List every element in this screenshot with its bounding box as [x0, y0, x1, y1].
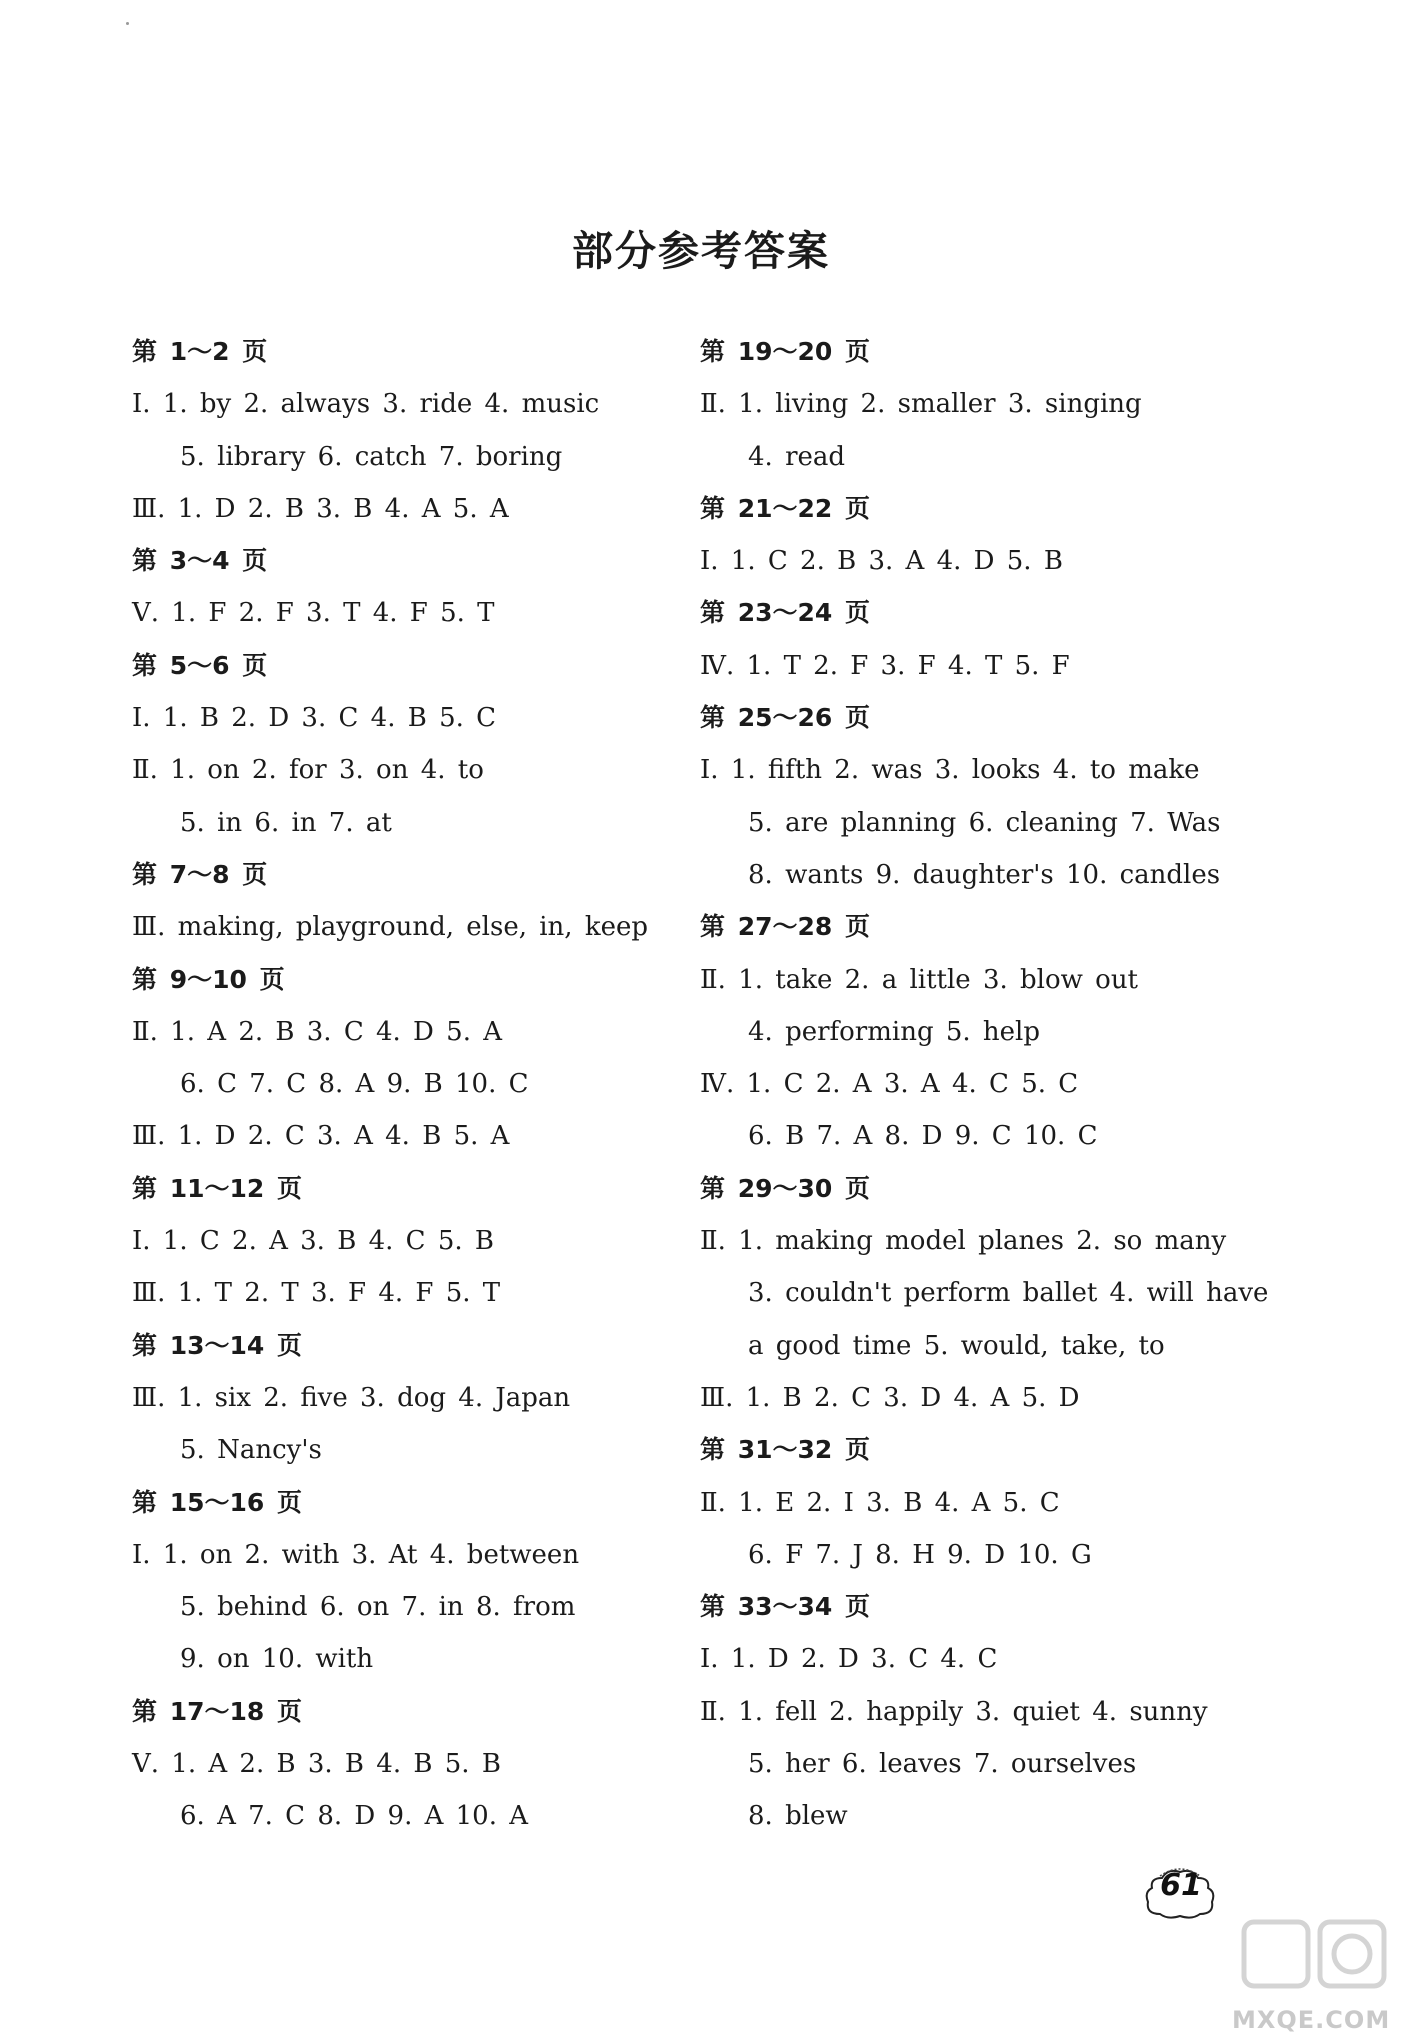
- page-range-heading: 第 21～22 页: [700, 493, 870, 523]
- answer-continuation: 6. B 7. A 8. D 9. C 10. C: [748, 1121, 1098, 1152]
- answer-continuation: 5. behind 6. on 7. in 8. from: [180, 1592, 576, 1623]
- answer-line: Ⅲ. 1. B 2. C 3. D 4. A 5. D: [700, 1382, 1080, 1413]
- answer-line: Ⅰ. 1. C 2. B 3. A 4. D 5. B: [700, 546, 1063, 577]
- page-number: 61: [1160, 1868, 1202, 1903]
- page-range-heading: 第 17～18 页: [132, 1696, 302, 1726]
- answer-line: Ⅳ. 1. T 2. F 3. F 4. T 5. F: [700, 650, 1070, 681]
- page-range-heading: 第 27～28 页: [700, 912, 870, 942]
- answer-line: Ⅲ. 1. D 2. C 3. A 4. B 5. A: [132, 1121, 510, 1152]
- answer-line: Ⅱ. 1. A 2. B 3. C 4. D 5. A: [132, 1016, 503, 1047]
- answer-line: Ⅲ. 1. T 2. T 3. F 4. F 5. T: [132, 1278, 501, 1309]
- page-range-heading: 第 7～8 页: [132, 859, 268, 889]
- answer-line: Ⅰ. 1. B 2. D 3. C 4. B 5. C: [132, 703, 497, 734]
- answer-line: Ⅲ. making, playground, else, in, keep: [132, 912, 649, 943]
- page-range-heading: 第 5～6 页: [132, 650, 268, 680]
- answer-continuation: 4. read: [748, 441, 846, 472]
- answer-continuation: 6. C 7. C 8. A 9. B 10. C: [180, 1069, 529, 1100]
- page-range-heading: 第 13～14 页: [132, 1330, 302, 1360]
- page-range-heading: 第 15～16 页: [132, 1487, 302, 1517]
- answer-continuation: 5. library 6. catch 7. boring: [180, 441, 563, 472]
- page-range-heading: 第 1～2 页: [132, 337, 268, 366]
- answer-continuation: a good time 5. would, take, to: [748, 1330, 1165, 1361]
- page-range-heading: 第 25～26 页: [700, 703, 870, 733]
- answer-line: Ⅱ. 1. fell 2. happily 3. quiet 4. sunny: [700, 1696, 1208, 1727]
- answer-line: Ⅱ. 1. E 2. I 3. B 4. A 5. C: [700, 1487, 1060, 1518]
- page-title: 部分参考答案: [572, 227, 830, 275]
- page-range-heading: 第 29～30 页: [700, 1173, 870, 1203]
- answer-line: Ⅴ. 1. A 2. B 3. B 4. B 5. B: [132, 1749, 501, 1780]
- answer-continuation: 5. in 6. in 7. at: [180, 807, 392, 838]
- answer-continuation: 6. A 7. C 8. D 9. A 10. A: [180, 1801, 529, 1832]
- answer-line: Ⅰ. 1. D 2. D 3. C 4. C: [700, 1644, 998, 1675]
- answer-line: Ⅰ. 1. on 2. with 3. At 4. between: [132, 1539, 580, 1570]
- answer-line: Ⅱ. 1. living 2. smaller 3. singing: [700, 389, 1142, 420]
- answer-column-right: [700, 326, 1269, 1843]
- answer-continuation: 5. her 6. leaves 7. ourselves: [748, 1749, 1137, 1780]
- answer-line: Ⅰ. 1. fifth 2. was 3. looks 4. to make: [700, 755, 1200, 786]
- answer-column-left: [132, 326, 652, 1843]
- watermark-text: MXQE.COM: [1232, 2006, 1391, 2034]
- page-range-heading: 第 19～20 页: [700, 337, 870, 366]
- answer-line: Ⅱ. 1. making model planes 2. so many: [700, 1226, 1227, 1257]
- answer-line: Ⅰ. 1. by 2. always 3. ride 4. music: [132, 389, 600, 420]
- page-range-heading: 第 3～4 页: [132, 546, 268, 576]
- page-range-heading: 第 31～32 页: [700, 1435, 870, 1465]
- page-range-heading: 第 23～24 页: [700, 598, 870, 628]
- answer-continuation: 6. F 7. J 8. H 9. D 10. G: [748, 1539, 1092, 1570]
- answer-continuation: 4. performing 5. help: [748, 1016, 1041, 1047]
- answer-continuation: 8. wants 9. daughter's 10. candles: [748, 859, 1221, 890]
- page-range-heading: 第 9～10 页: [132, 964, 285, 994]
- answer-line: Ⅴ. 1. F 2. F 3. T 4. F 5. T: [132, 598, 495, 629]
- page-range-heading: 第 11～12 页: [132, 1173, 302, 1203]
- answer-line: Ⅱ. 1. on 2. for 3. on 4. to: [132, 755, 484, 786]
- answer-continuation: 9. on 10. with: [180, 1644, 374, 1675]
- answer-continuation: 5. Nancy's: [180, 1435, 322, 1466]
- answer-line: Ⅲ. 1. six 2. five 3. dog 4. Japan: [132, 1382, 571, 1413]
- answer-continuation: 5. are planning 6. cleaning 7. Was: [748, 807, 1221, 838]
- page-range-heading: 第 33～34 页: [700, 1592, 870, 1622]
- answer-line: Ⅰ. 1. C 2. A 3. B 4. C 5. B: [132, 1226, 494, 1257]
- answer-continuation: 3. couldn't perform ballet 4. will have: [748, 1278, 1269, 1309]
- corner-speck: [126, 22, 129, 25]
- answer-continuation: 8. blew: [748, 1801, 848, 1832]
- answer-line: Ⅱ. 1. take 2. a little 3. blow out: [700, 964, 1139, 995]
- answer-line: Ⅲ. 1. D 2. B 3. B 4. A 5. A: [132, 493, 509, 524]
- answer-line: Ⅳ. 1. C 2. A 3. A 4. C 5. C: [700, 1069, 1079, 1100]
